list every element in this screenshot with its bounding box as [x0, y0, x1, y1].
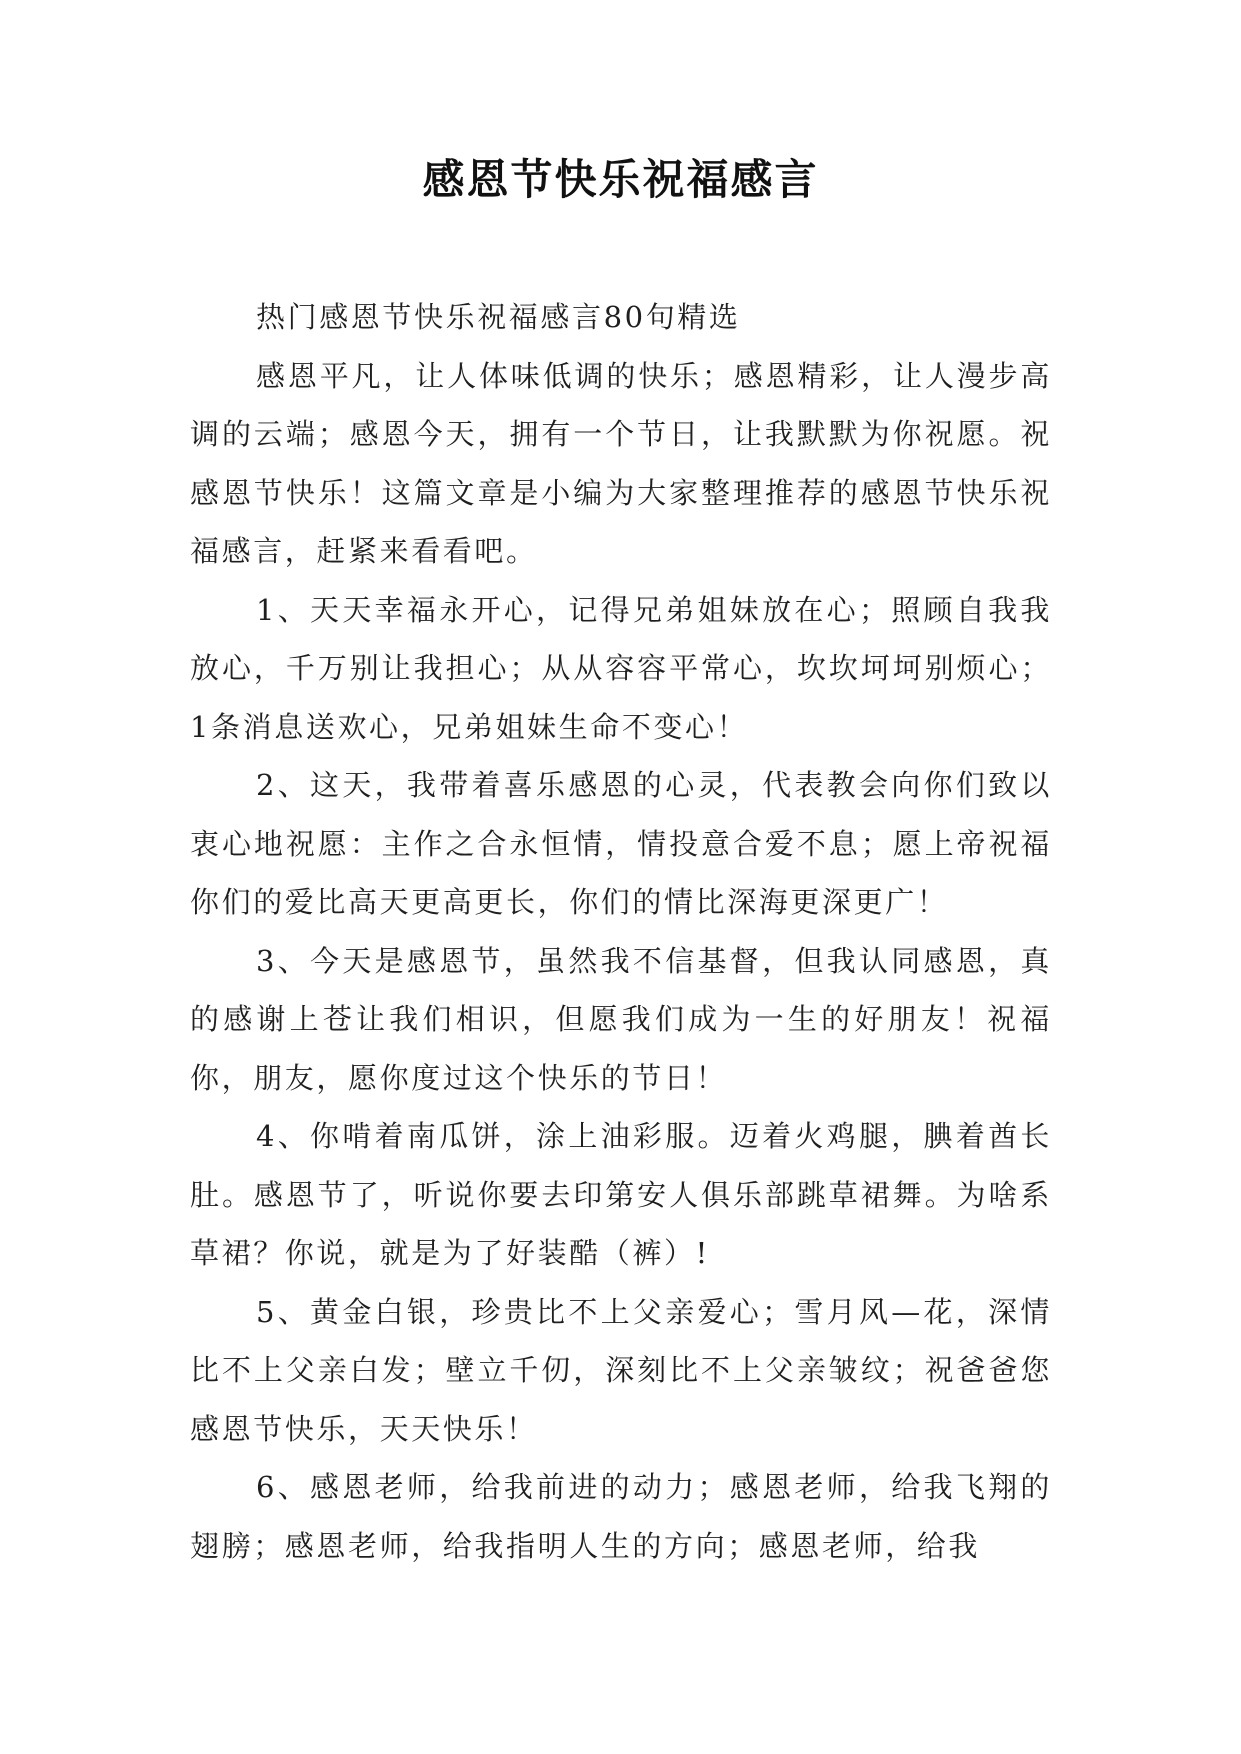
paragraph-item-4: 4、你啃着南瓜饼，涂上油彩服。迈着火鸡腿，腆着酋长肚。感恩节了，听说你要去印第安人俱乐部跳草裙舞。为啥系草裙？你说，就是为了好装酷（裤）!	[190, 1119, 1052, 1270]
paragraph-item-6: 6、感恩老师，给我前进的动力；感恩老师，给我飞翔的翅膀；感恩老师，给我指明人生的方向；感恩老师，给我	[190, 1470, 1052, 1563]
document-body	[190, 288, 1052, 1575]
paragraph-item-5: 5、黄金白银，珍贵比不上父亲爱心；雪月风—花，深情比不上父亲白发；壁立千仞，深刻比不上父亲皱纹；祝爸爸您感恩节快乐，天天快乐！	[190, 1294, 1052, 1446]
paragraph-item-1: 1、天天幸福永开心，记得兄弟姐妹放在心；照顾自我我放心，千万别让我担心；从从容容平常心，坎坎坷坷别烦心；1条消息送欢心，兄弟姐妹生命不变心！	[190, 592, 1052, 744]
paragraph-item-3: 3、今天是感恩节，虽然我不信基督，但我认同感恩，真的感谢上苍让我们相识，但愿我们成为一生的好朋友！祝福你，朋友，愿你度过这个快乐的节日！	[190, 943, 1052, 1095]
paragraph-intro: 感恩平凡，让人体味低调的快乐；感恩精彩，让人漫步高调的云端；感恩今天，拥有一个节日，让我默默为你祝愿。祝感恩节快乐！这篇文章是小编为大家整理推荐的感恩节快乐祝福感言，赶紧来看看吧。	[190, 358, 1052, 568]
document-title: 感恩节快乐祝福感言	[422, 155, 819, 204]
paragraph-item-2: 2、这天，我带着喜乐感恩的心灵，代表教会向你们致以衷心地祝愿：主作之合永恒情，情投意合爱不息；愿上帝祝福你们的爱比高天更高更长，你们的情比深海更深更广！	[190, 768, 1052, 919]
paragraph-subtitle: 热门感恩节快乐祝福感言80句精选	[256, 300, 741, 334]
